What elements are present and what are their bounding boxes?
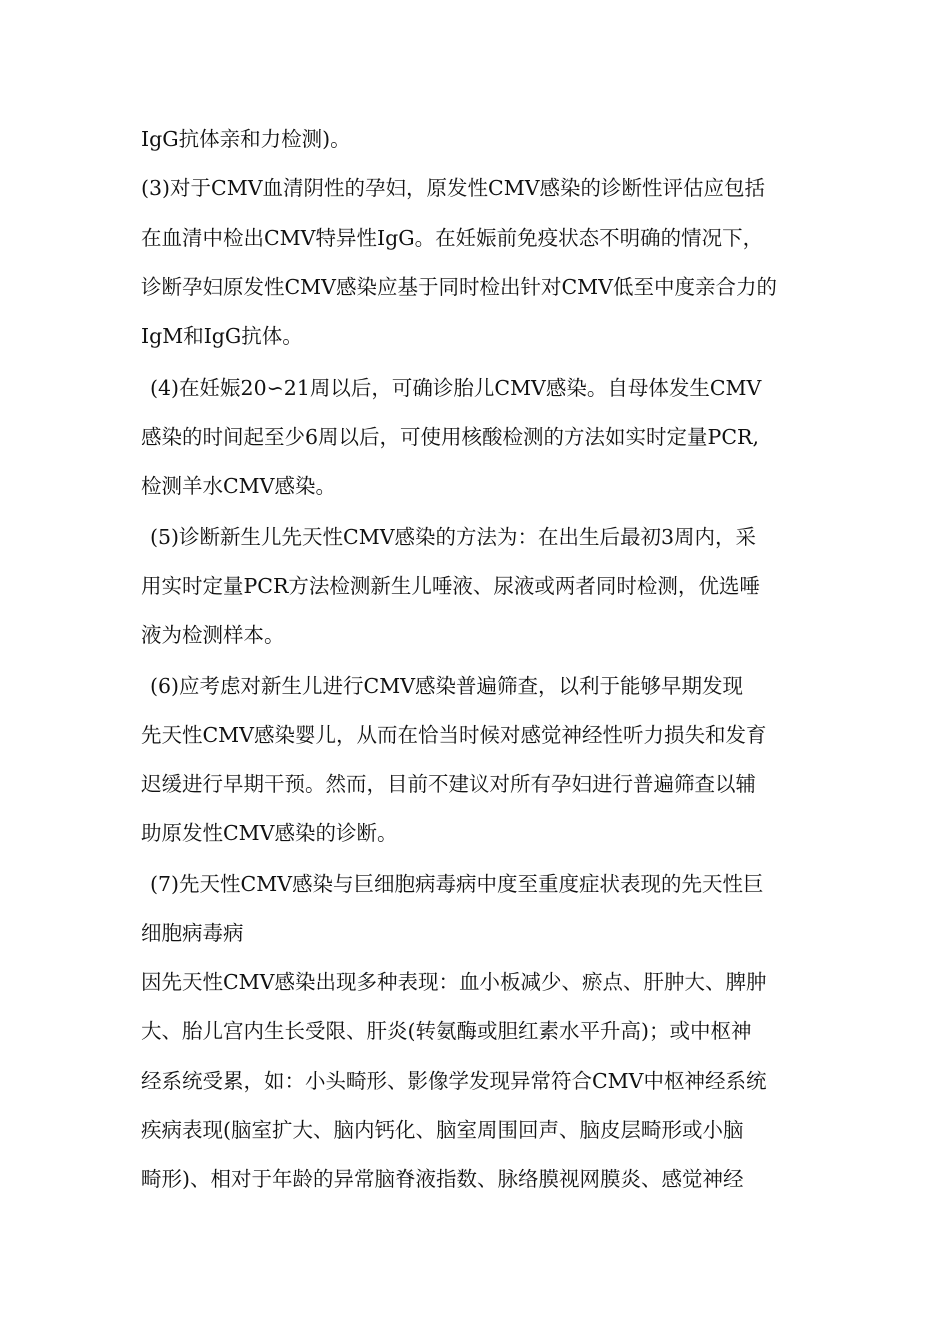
text-line: IgG抗体亲和力检测)。	[141, 127, 351, 151]
text-line: (6)应考虑对新生儿进行CMV感染普遍筛查，以利于能够早期发现	[150, 674, 744, 698]
text-line: 经系统受累，如：小头畸形、影像学发现异常符合CMV中枢神经系统	[141, 1069, 767, 1093]
text-line: 先天性CMV感染婴儿，从而在恰当时候对感觉神经性听力损失和发育	[141, 723, 767, 747]
text-line: IgM和IgG抗体。	[141, 324, 303, 348]
text-line: 检测羊水CMV感染。	[141, 474, 336, 498]
text-line: 大、胎儿宫内生长受限、肝炎(转氨酶或胆红素水平升高)；或中枢神	[141, 1019, 752, 1043]
text-line: 畸形)、相对于年龄的异常脑脊液指数、脉络膜视网膜炎、感觉神经	[141, 1167, 744, 1191]
text-line: 在血清中检出CMV特异性IgG。在妊娠前免疫状态不明确的情况下，	[141, 226, 764, 250]
text-line: (4)在妊娠20∽21周以后，可确诊胎儿CMV感染。自母体发生CMV	[150, 376, 762, 400]
text-line: 感染的时间起至少6周以后，可使用核酸检测的方法如实时定量PCR,	[141, 425, 759, 449]
text-line: (5)诊断新生儿先天性CMV感染的方法为：在出生后最初3周内，采	[150, 525, 757, 549]
text-line: 疾病表现(脑室扩大、脑内钙化、脑室周围回声、脑皮层畸形或小脑	[141, 1118, 744, 1142]
text-line: 诊断孕妇原发性CMV感染应基于同时检出针对CMV低至中度亲合力的	[141, 275, 777, 299]
text-line: (3)对于CMV血清阴性的孕妇，原发性CMV感染的诊断性评估应包括	[141, 176, 765, 200]
text-line: 因先天性CMV感染出现多种表现：血小板减少、瘀点、肝肿大、脾肿	[141, 970, 767, 994]
text-line: 用实时定量PCR方法检测新生儿唾液、尿液或两者同时检测，优选唾	[141, 574, 760, 598]
text-line: 迟缓进行早期干预。然而，目前不建议对所有孕妇进行普遍筛查以辅	[141, 772, 756, 796]
text-line: 助原发性CMV感染的诊断。	[141, 821, 398, 845]
text-line: 细胞病毒病	[141, 921, 244, 945]
text-line: 液为检测样本。	[141, 623, 285, 647]
text-line: (7)先天性CMV感染与巨细胞病毒病中度至重度症状表现的先天性巨	[150, 872, 764, 896]
